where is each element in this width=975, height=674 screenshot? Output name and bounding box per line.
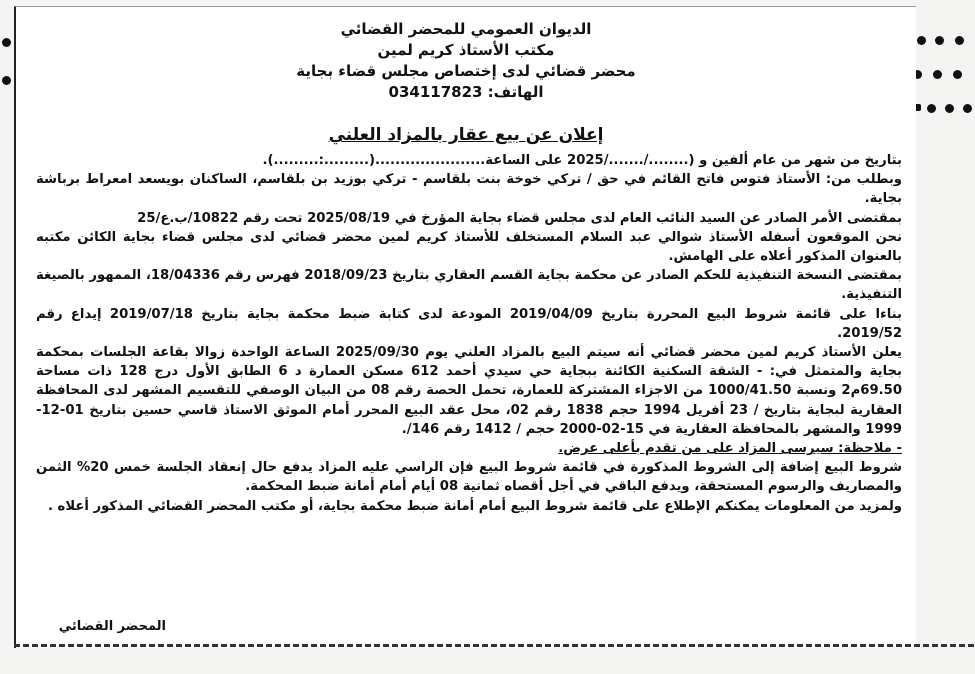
order-paragraph: بمقتضى الأمر الصادر عن السيد النائب العام لدى مجلس قضاء بجاية المؤرخ في 2025/08/19 تحت رقم 10822/ب.ع/25	[137, 210, 902, 226]
note-line: - ملاحظة: سيرسى المزاد على من تقدم بأعلى عرض.	[558, 441, 902, 457]
hole-mark	[2, 38, 11, 47]
signature-label: المحضر القضائي	[58, 619, 166, 634]
hole-mark	[935, 36, 944, 45]
hole-mark	[945, 104, 954, 113]
hole-mark	[953, 70, 962, 79]
bottom-border	[14, 644, 974, 647]
office-phone: الهاتف: 034117823	[388, 83, 544, 101]
sale-conditions-paragraph: شروط البيع إضافة إلى الشروط المذكورة في قائمة شروط البيع فإن الراسي عليه المزاد يدفع حال إنعقاد الجلسة خمس 20% الثمن والمصاريف والرسوم المستحقة، ويدفع الباقي في أجل أقصاه ثمانية 08 أيام أمام أمانة ضبط المحكمة.	[36, 460, 902, 495]
hole-mark	[2, 76, 11, 85]
hole-mark	[933, 70, 942, 79]
hole-mark	[963, 104, 972, 113]
bailiff-paragraph: نحن الموقعون أسفله الأستاذ شوالي عبد السلام المستخلف للأستاذ كريم لمين محضر قضائي لدى مجلس قضاء بجاية الكائن مكتبه بالعنوان المذكور أعلاه على الهامش.	[36, 229, 902, 265]
notice-title: إعلان عن بيع عقار بالمزاد العلني	[328, 125, 604, 145]
notice-body	[36, 151, 902, 516]
hole-mark	[955, 36, 964, 45]
more-info-paragraph: ولمزيد من المعلومات يمكنكم الإطلاع على قائمة شروط البيع أمام أمانة ضبط محكمة بجاية، أو مكتب المحضر القضائي المذكور أعلاه .	[47, 498, 902, 514]
judgment-paragraph: بمقتضى النسخة التنفيذية للحكم الصادر عن محكمة بجاية القسم العقاري بتاريخ 2018/09/23 فهرس رقم 18/04336، الممهور بالصيغة التنفيذية.	[36, 268, 902, 303]
notice-page	[14, 6, 916, 648]
hole-mark	[917, 36, 926, 45]
date-line: بتاريخ من شهر من عام ألفين و (......../......./2025 على الساعة......................(.........:.........).	[262, 153, 902, 168]
conditions-list-paragraph: بناءا على قائمة شروط البيع المحررة بتاريخ 2019/04/09 المودعة لدى كتابة ضبط محكمة بجاية بتاريخ 2019/07/18 إيداع رقم 2019/52.	[36, 306, 903, 341]
office-jurisdiction: محضر قضائي لدى إختصاص مجلس قضاء بجاية	[296, 62, 636, 80]
office-owner: مكتب الأستاذ كريم لمين	[377, 41, 555, 59]
requester-paragraph: وبطلب من: الأستاذ فتوس فاتح القائم في حق / تركي خوخة بنت بلقاسم - تركي بوزيد بن بلقاسم، الساكنان بويسعد امعراط برباشة بجاية.	[36, 172, 902, 207]
office-name: الديوان العمومي للمحضر القضائي	[340, 20, 592, 38]
auction-announcement-paragraph: يعلن الأستاذ كريم لمين محضر قضائي أنه سيتم البيع بالمزاد العلني يوم 2025/09/30 الساعة الواحدة زوالا بقاعة الجلسات بمحكمة بجاية والمتمثل في: - الشقة السكنية الكائنة ببجاية حي سيدي أحمد 612 مسكن العمارة د 6 الطابق الأول درج 128 ذات مساحة 69.50م2 ونسبة 1000/41.50 من الاجزاء المشتركة للعمارة، تحمل الحصة رقم 08 من البيان الوصفي للتقسيم المشهر لدى المحافظة العقارية لبجاية بتاريخ / 23 أفريل 1994 حجم 1838 رقم 02، محل عقد البيع المحرر أمام الموثق الاستاذ قاسي حسين بتاريخ 01-12-1999 والمشهر بالمحافظة العقارية في 15-02-2000 حجم / 1412 رقم 146/.	[36, 345, 902, 437]
hole-mark	[927, 104, 936, 113]
